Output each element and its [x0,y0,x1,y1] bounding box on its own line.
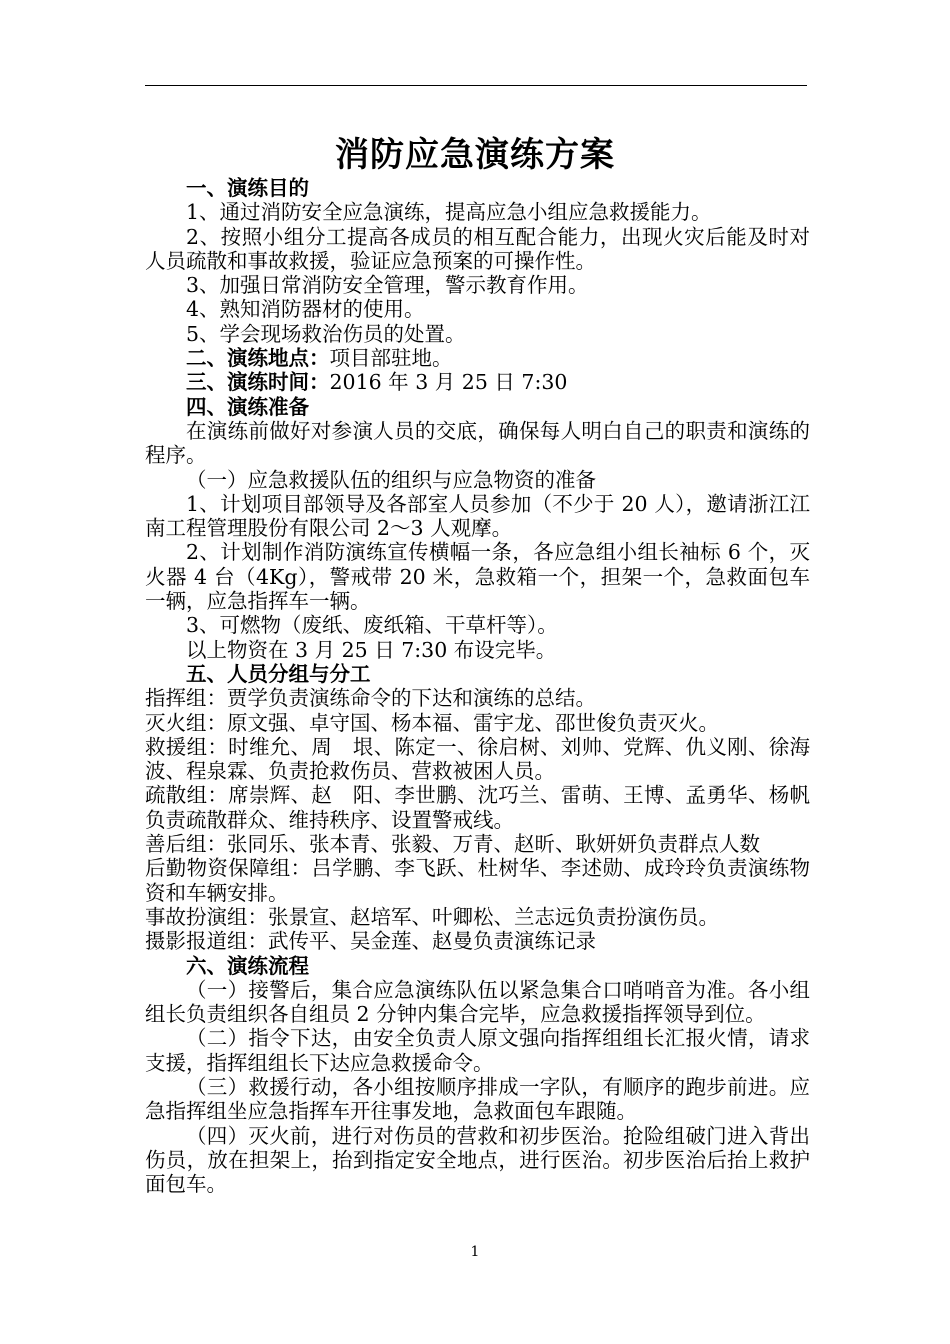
s1-item-5: 5、学会现场救治伤员的处置。 [186,321,466,346]
section-2-heading: 二、演练地点： [186,346,330,371]
s6-item-4: （四）灭火前，进行对伤员的营救和初步医治。抢险组破门进入背出伤员，放在担架上，抬到指定安全地点，进行医治。初步医治后抬上救护面包车。 [145,1123,810,1197]
section-6-heading: 六、演练流程 [186,953,309,978]
group-photography: 摄影报道组：武传平、吴金莲、赵曼负责演练记录 [145,929,596,954]
section-4-heading: 四、演练准备 [186,394,309,419]
s1-item-1: 1、通过消防安全应急演练，提高应急小组应急救援能力。 [186,200,712,225]
group-aftermath: 善后组：张同乐、张本青、张毅、万青、赵昕、耿妍妍负责群点人数 [145,832,760,857]
s4-item-1: 1、计划项目部领导及各部室人员参加（不少于 20 人），邀请浙江江南工程管理股份有限公司 2～3 人观摩。 [145,491,810,541]
group-logistics: 后勤物资保障组：吕学鹏、李飞跃、杜树华、李述勋、成玲玲负责演练物资和车辆安排。 [145,856,810,905]
group-accident-role: 事故扮演组：张景宣、赵培军、叶卿松、兰志远负责扮演伤员。 [145,904,719,929]
s4-subheading: （一）应急救援队伍的组织与应急物资的准备 [186,467,596,492]
header-rule [145,85,807,86]
section-2 [145,346,810,370]
section-5-heading: 五、人员分组与分工 [186,661,371,686]
s6-item-3: （三）救援行动，各小组按顺序排成一字队，有顺序的跑步前进。应急指挥组坐应急指挥车开往事发地，急救面包车跟随。 [145,1074,810,1124]
section-3-value: 2016 年 3 月 25 日 7:30 [329,370,568,395]
s1-item-4: 4、熟知消防器材的使用。 [186,297,425,322]
document-body [145,176,810,1196]
section-1-heading: 一、演练目的 [186,176,309,200]
s6-item-1: （一）接警后，集合应急演练队伍以紧急集合口哨哨音为准。各小组组长负责组织各自组员 2 分钟内集合完毕，应急救援指挥领导到位。 [145,977,810,1027]
document-title: 消防应急演练方案 [335,135,615,175]
page-number: 1 [470,1244,480,1260]
s1-item-2: 2、按照小组分工提高各成员的相互配合能力，出现火灾后能及时对人员疏散和事故救援，验证应急预案的可操作性。 [145,224,810,273]
s4-note: 以上物资在 3 月 25 日 7:30 布设完毕。 [186,637,557,662]
group-evacuation: 疏散组：席崇辉、赵 阳、李世鹏、沈巧兰、雷萌、王博、孟勇华、杨帆负责疏散群众、维持秩序、设置警戒线。 [145,783,810,832]
s4-item-2: 2、计划制作消防演练宣传横幅一条，各应急组小组长袖标 6 个，灭火器 4 台（4Kg），警戒带 20 米，急救箱一个，担架一个，急救面包车一辆，应急指挥车一辆。 [145,540,810,614]
s4-intro: 在演练前做好对参演人员的交底，确保每人明白自己的职责和演练的程序。 [145,418,810,468]
group-rescue: 救援组：时维允、周 垠、陈定一、徐启树、刘帅、党辉、仇义刚、徐海波、程泉霖、负责抢救伤员、营救被困人员。 [145,734,810,784]
s4-item-3: 3、可燃物（废纸、废纸箱、干草杆等）。 [186,613,558,638]
section-3-heading: 三、演练时间： [186,370,330,395]
section-2-value: 项目部驻地。 [329,346,453,371]
s6-item-2: （二）指令下达，由安全负责人原文强向指挥组组长汇报火情，请求支援，指挥组组长下达应急救援命令。 [145,1026,810,1075]
group-command: 指挥组：贾学负责演练命令的下达和演练的总结。 [145,686,596,711]
group-firefighting: 灭火组：原文强、卓守国、杨本福、雷宇龙、邵世俊负责灭火。 [145,710,719,735]
s1-item-3: 3、加强日常消防安全管理，警示教育作用。 [186,273,589,298]
section-3 [145,370,810,394]
